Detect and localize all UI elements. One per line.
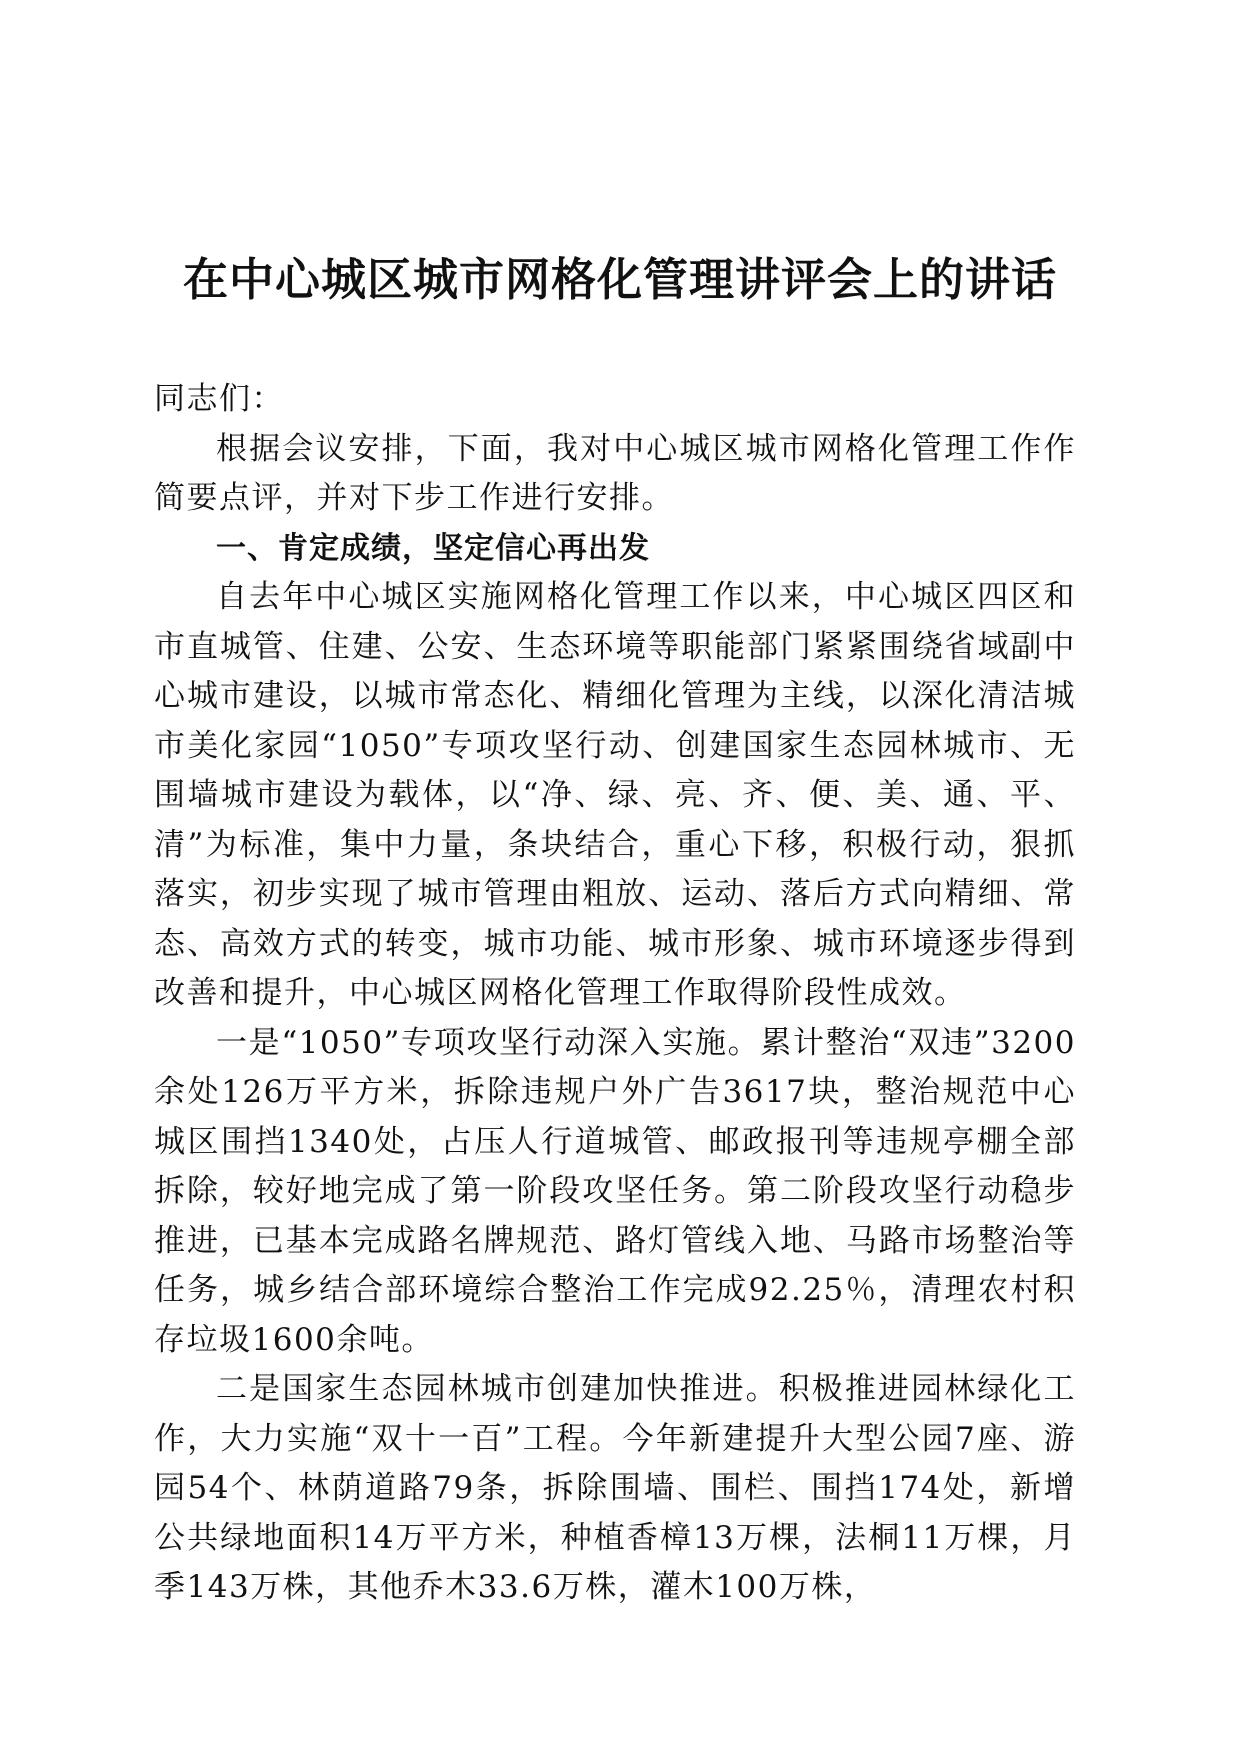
paragraph-eco-garden-city: 二是国家生态园林城市创建加快推进。积极推进园林绿化工作，大力实施“双十一百”工程。今年新建提升大型公园7座、游园54个、林荫道路79条，拆除围墙、围栏、围挡174处，新增公共绿地面积14万平方米，种植香樟13万棵，法桐11万棵，月季143万株，其他乔木33.6万株，灌木100万株， (154, 1371, 1076, 1605)
paragraph-1050-campaign: 一是“1050”专项攻坚行动深入实施。累计整治“双违”3200余处126万平方米，拆除违规户外广告3617块，整治规范中心城区围挡1340处，占压人行道城管、邮政报刊等违规亭棚全部拆除，较好地完成了第一阶段攻坚任务。第二阶段攻坚行动稳步推进，已基本完成路名牌规范、路灯管线入地、马路市场整治等任务，城乡结合部环境综合整治工作完成92.25％，清理农村积存垃圾1600余吨。 (154, 1024, 1076, 1358)
document-title: 在中心城区城市网格化管理讲评会上的讲话 (182, 253, 1057, 306)
document-body (154, 375, 1076, 1613)
paragraph-achievements-summary: 自去年中心城区实施网格化管理工作以来，中心城区四区和市直城管、住建、公安、生态环境等职能部门紧紧围绕省域副中心城市建设，以城市常态化、精细化管理为主线，以深化清洁城市美化家园“1050”专项攻坚行动、创建国家生态园林城市、无围墙城市建设为载体，以“净、绿、亮、齐、便、美、通、平、清”为标准，集中力量，条块结合，重心下移，积极行动，狠抓落实，初步实现了城市管理由粗放、运动、落后方式向精细、常态、高效方式的转变，城市功能、城市形象、城市环境逐步得到改善和提升，中心城区网格化管理工作取得阶段性成效。 (154, 579, 1076, 1011)
section-heading-1: 一、肯定成绩，坚定信心再出发 (216, 530, 650, 566)
salutation: 同志们： (154, 381, 284, 417)
paragraph-intro: 根据会议安排，下面，我对中心城区城市网格化管理工作作简要点评，并对下步工作进行安排。 (154, 430, 1076, 516)
